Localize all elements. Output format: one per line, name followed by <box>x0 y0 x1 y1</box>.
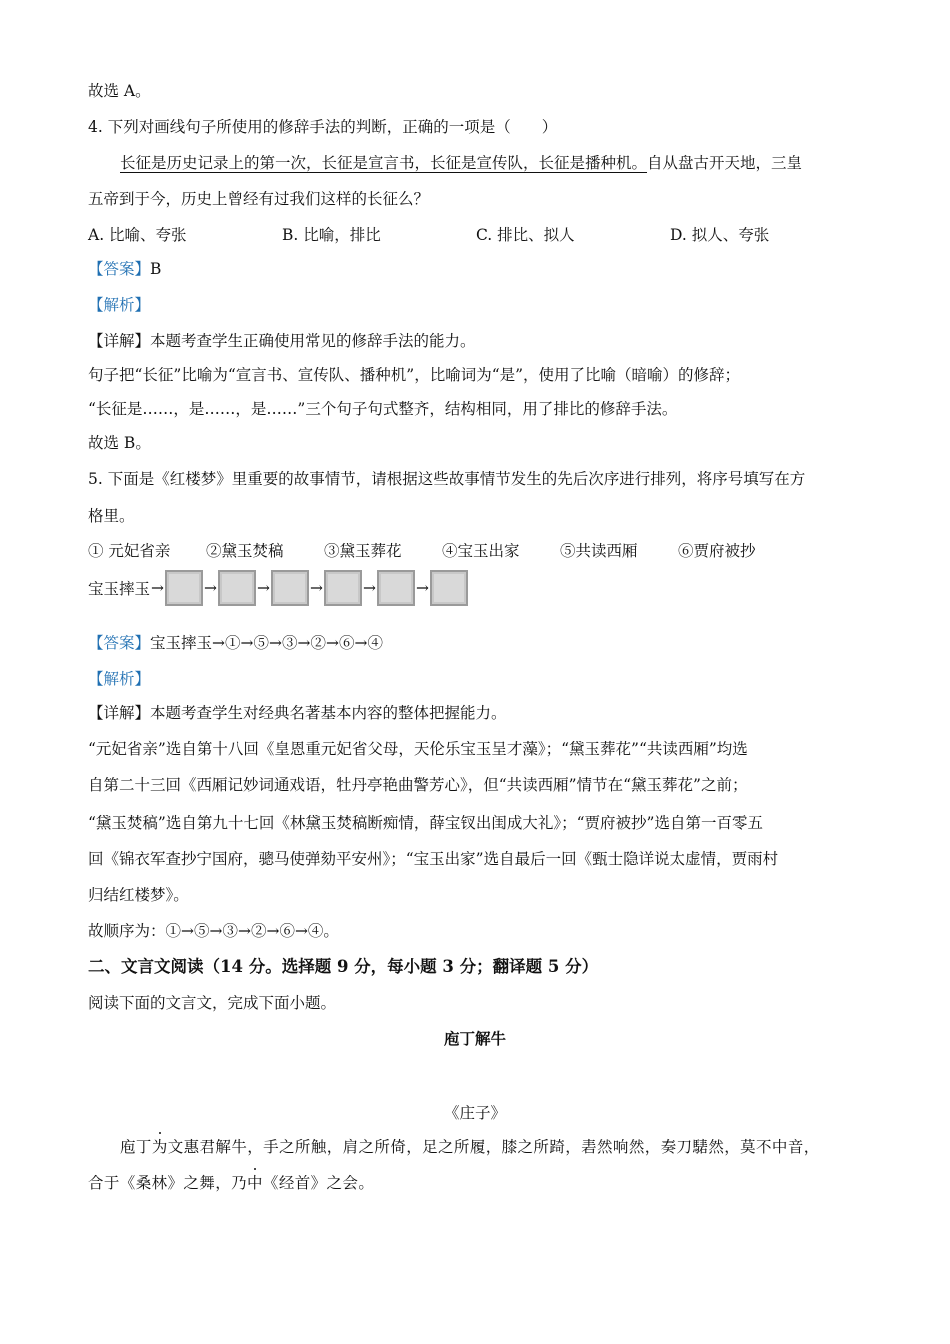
answer-tag: 【答案】 <box>88 634 151 652</box>
conclusion-line: 故顺序为：①→⑤→③→②→⑥→④。 <box>88 922 339 940</box>
passage-title: 庖丁解牛 <box>443 1029 506 1048</box>
underlined-sentence: 长征是历史记录上的第一次，长征是宣言书，长征是宣传队，长征是播种机。 <box>120 154 648 172</box>
answer-box-5[interactable] <box>377 570 415 606</box>
plot-option-1: ① 元妃省亲 <box>88 542 171 560</box>
passage-line <box>120 1136 820 1158</box>
paragraph-line: 回《锦衣军查抄宁国府，骢马使弹劾平安州》；“宝玉出家”选自最后一回《甄士隐详说太虚情，贾雨村 <box>88 850 779 868</box>
passage-text: 文惠君解牛，手之所触，肩之所倚，足之所履，膝之所踦，砉然响然，奏刀騞然，莫不中音， <box>167 1138 820 1156</box>
arrow-icon: → <box>310 579 324 597</box>
sequence-start: 宝玉摔玉 <box>88 580 151 598</box>
paragraph-line: 句子把“长征”比喻为“宣言书、宣传队、播种机”，比喻词为“是”，使用了比喻（暗喻）的修辞； <box>88 366 741 384</box>
dotted-character: 中 <box>247 1174 263 1192</box>
detail-tag: 【详解】 <box>88 704 151 722</box>
quote-continuation: 自从盘古开天地，三皇 <box>647 154 803 172</box>
analysis-tag: 【解析】 <box>88 296 151 314</box>
question-4-quote <box>120 152 802 174</box>
arrow-icon: → <box>257 579 271 597</box>
option-d: D. 拟人、夸张 <box>670 226 770 244</box>
paragraph-line: 归结红楼梦》。 <box>88 886 189 904</box>
detail-line <box>88 702 507 724</box>
detail-text: 本题考查学生正确使用常见的修辞手法的能力。 <box>150 332 476 350</box>
plot-option-3: ③黛玉葬花 <box>324 542 402 560</box>
option-c: C. 排比、拟人 <box>476 226 575 244</box>
answer-box-4[interactable] <box>324 570 362 606</box>
passage-text: 合于《桑林》之舞，乃 <box>88 1174 248 1192</box>
answer-line <box>88 258 161 280</box>
plot-option-2: ②黛玉焚稿 <box>206 542 284 560</box>
question-5-stem: 5. 下面是《红楼梦》里重要的故事情节，请根据这些故事情节发生的先后次序进行排列，将序号填写在方 <box>88 470 806 488</box>
passage-author: 《庄子》 <box>443 1104 506 1122</box>
detail-text: 本题考查学生对经典名著基本内容的整体把握能力。 <box>150 704 507 722</box>
answer-box-3[interactable] <box>271 570 309 606</box>
plot-option-5: ⑤共读西厢 <box>560 542 638 560</box>
answer-box-1[interactable] <box>165 570 203 606</box>
paragraph-line: “黛玉焚稿”选自第九十七回《林黛玉焚稿断痴情，薛宝钗出闺成大礼》；“贾府被抄”选自第一百零五 <box>88 814 763 832</box>
answer-box-2[interactable] <box>218 570 256 606</box>
section-heading: 二、文言文阅读（14 分。选择题 9 分，每小题 3 分；翻译题 5 分） <box>88 957 599 976</box>
analysis-tag: 【解析】 <box>88 670 151 688</box>
dotted-character: 为 <box>151 1138 168 1156</box>
question-4-quote-line2: 五帝到于今，历史上曾经有过我们这样的长征么？ <box>88 190 430 208</box>
passage-line <box>88 1172 374 1194</box>
question-4-stem: 4. 下列对画线句子所使用的修辞手法的判断，正确的一项是（ ） <box>88 118 558 136</box>
plot-option-4: ④宝玉出家 <box>442 542 520 560</box>
paragraph-line: 自第二十三回《西厢记妙词通戏语，牡丹亭艳曲警芳心》，但“共读西厢”情节在“黛玉葬花”之前； <box>88 776 748 794</box>
answer-tag: 【答案】 <box>88 260 151 278</box>
paragraph-line: “元妃省亲”选自第十八回《皇恩重元妃省父母，天伦乐宝玉呈才藻》；“黛玉葬花”“共读西厢”均选 <box>88 740 748 758</box>
option-a: A. 比喻、夸张 <box>88 226 187 244</box>
arrow-icon: → <box>416 579 430 597</box>
arrow-icon: → <box>363 579 377 597</box>
text-line: 故选 A。 <box>88 82 151 100</box>
plot-option-6: ⑥贾府被抄 <box>678 542 756 560</box>
section-intro: 阅读下面的文言文，完成下面小题。 <box>88 994 337 1012</box>
question-5-stem-line2: 格里。 <box>88 507 135 525</box>
option-b: B. 比喻，排比 <box>282 226 381 244</box>
answer-value: 宝玉摔玉→①→⑤→③→②→⑥→④ <box>150 634 383 652</box>
conclusion-line: 故选 B。 <box>88 434 151 452</box>
detail-tag: 【详解】 <box>88 332 151 350</box>
answer-value: B <box>150 260 162 278</box>
paragraph-line: “长征是……，是……，是……”三个句子句式整齐，结构相同，用了排比的修辞手法。 <box>88 400 678 418</box>
answer-box-6[interactable] <box>430 570 468 606</box>
arrow-icon: → <box>151 579 165 597</box>
passage-text: 庖丁 <box>120 1138 152 1156</box>
detail-line <box>88 330 476 352</box>
sequence-box-row <box>88 569 468 607</box>
passage-text: 《经首》之会。 <box>262 1174 375 1192</box>
answer-line <box>88 632 383 654</box>
arrow-icon: → <box>204 579 218 597</box>
